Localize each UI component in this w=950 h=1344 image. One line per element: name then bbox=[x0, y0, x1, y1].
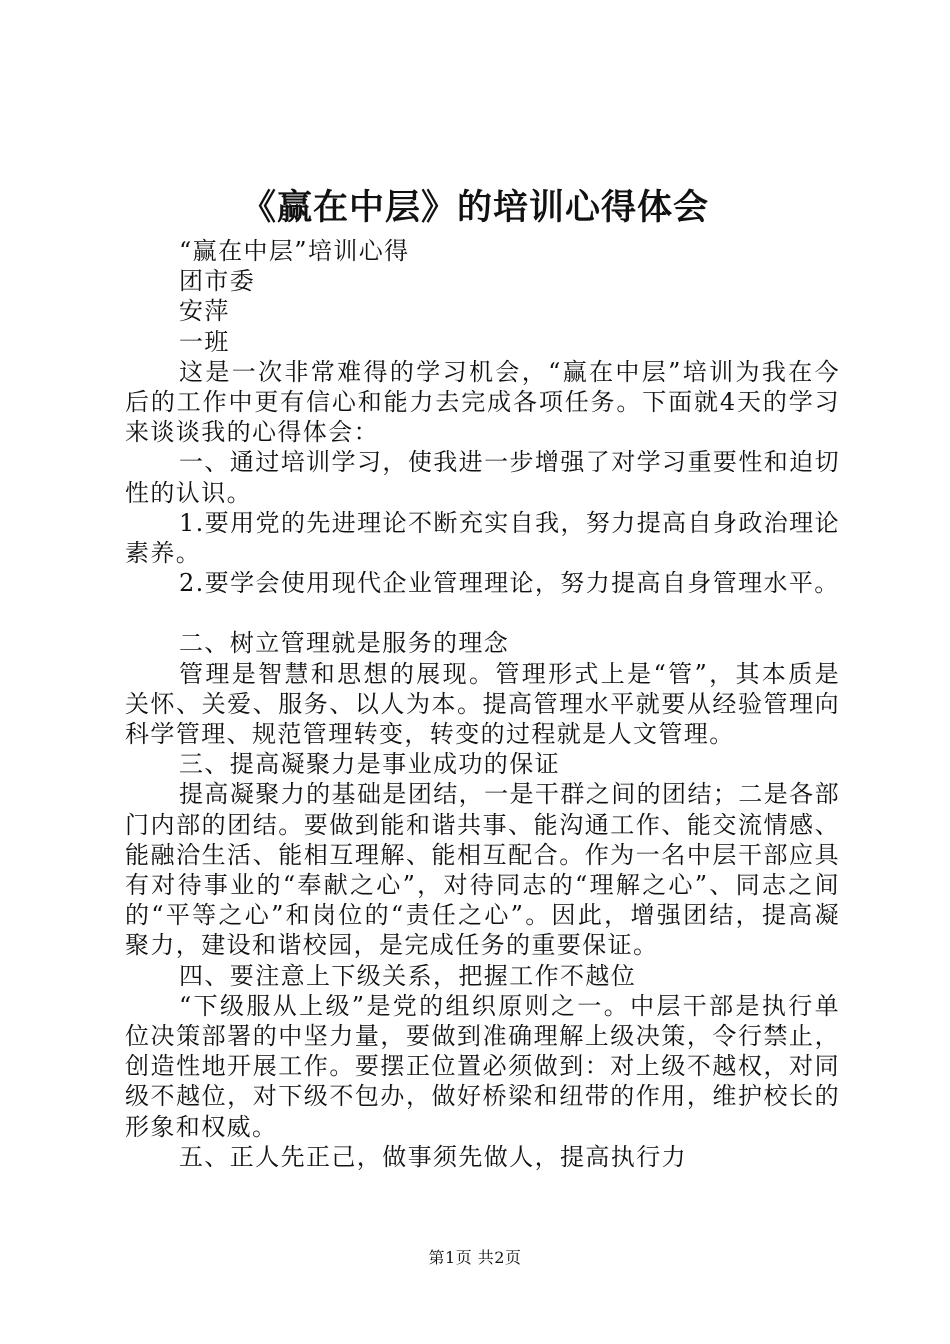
list-item-1: 1.要用党的先进理论不断充实自我，努力提高自身政治理论素养。 bbox=[125, 508, 840, 568]
section-heading-2: 二、树立管理就是服务的理念 bbox=[179, 629, 510, 658]
list-item-2: 2.要学会使用现代企业管理理论，努力提高自身管理水平。 bbox=[179, 569, 840, 598]
paragraph-org: 团市委 bbox=[179, 267, 256, 296]
paragraph-section-2: 管理是智慧和思想的展现。管理形式上是“管”，其本质是关怀、关爱、服务、以人为本。提高管理水平就要从经验管理向科学管理、规范管理转变，转变的过程就是人文管理。 bbox=[125, 659, 840, 749]
section-heading-5: 五、正人先正己，做事须先做人，提高执行力 bbox=[179, 1142, 687, 1171]
paragraph-intro: 这是一次非常难得的学习机会，“赢在中层”培训为我在今后的工作中更有信心和能力去完成各项任务。下面就4天的学习来谈谈我的心得体会： bbox=[125, 357, 840, 447]
paragraph-author: 安萍 bbox=[179, 297, 230, 326]
document-title: 《赢在中层》的培训心得体会 bbox=[240, 187, 709, 228]
page-footer: 第1页 共2页 bbox=[428, 1248, 522, 1267]
paragraph-section-4: “下级服从上级”是党的组织原则之一。中层干部是执行单位决策部署的中坚力量，要做到准确理解上级决策，令行禁止，创造性地开展工作。要摆正位置必须做到：对上级不越权，对同级不越位，对下级不包办，做好桥梁和纽带的作用，维护校长的形象和权威。 bbox=[125, 991, 840, 1141]
paragraph-class: 一班 bbox=[179, 327, 230, 356]
section-heading-3: 三、提高凝聚力是事业成功的保证 bbox=[179, 750, 560, 779]
section-heading-1: 一、通过培训学习，使我进一步增强了对学习重要性和迫切性的认识。 bbox=[125, 448, 840, 507]
document-body bbox=[125, 236, 840, 1172]
paragraph-section-3: 提高凝聚力的基础是团结，一是干群之间的团结；二是各部门内部的团结。要做到能和谐共事、能沟通工作、能交流情感、能融洽生活、能相互理解、能相互配合。作为一名中层干部应具有对待事业的“奉献之心”，对待同志的“理解之心”、同志之间的“平等之心”和岗位的“责任之心”。因此，增强团结，提高凝聚力，建设和谐校园，是完成任务的重要保证。 bbox=[125, 780, 840, 960]
paragraph-subtitle: “赢在中层”培训心得 bbox=[179, 237, 410, 265]
section-heading-4: 四、要注意上下级关系，把握工作不越位 bbox=[179, 961, 637, 990]
